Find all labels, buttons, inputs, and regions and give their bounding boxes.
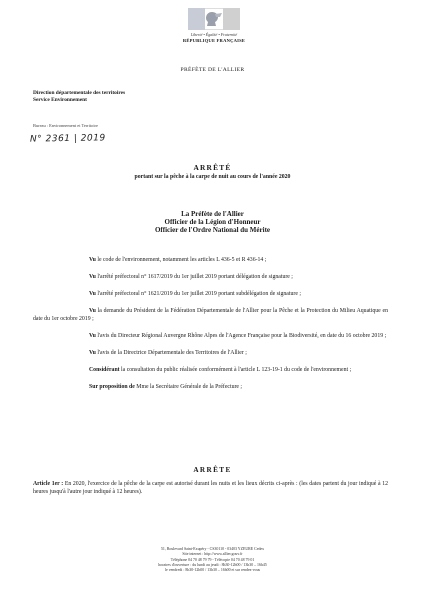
authority-line-3: Officier de l'Ordre National du Mérite xyxy=(154,226,271,235)
considerations-list xyxy=(33,257,388,401)
document-title xyxy=(0,163,425,180)
prefete-heading: PRÉFÈTE DE L'ALLIER xyxy=(180,67,245,73)
republique-text: RÉPUBLIQUE FRANÇAISE xyxy=(182,38,246,43)
footer-address: 51, Boulevard Saint-Exupéry - CS30110 - 03403 YZEURE Cedex xyxy=(160,547,265,551)
arrete-subtitle: portant sur la pêche à la carpe de nuit au cours de l'année 2020 xyxy=(134,174,291,180)
consideration-item: Considérant la consultation du public réalisée conformément à l'article L 123-19-1 du code de l'environnement ; xyxy=(89,366,352,373)
marianne-icon xyxy=(198,10,226,28)
footer-website: Site internet : http://www.allier.gouv.fr xyxy=(182,552,243,557)
article-label: Article 1er : xyxy=(33,481,64,487)
consideration-item: Vu l'avis de la Directrice Départementale des Territoires de l'Allier ; xyxy=(89,349,247,356)
motto-text: Liberté • Égalité • Fraternité xyxy=(190,32,238,37)
arrete-title: ARRÊTÉ xyxy=(193,163,232,172)
article-1 xyxy=(33,481,388,497)
arrete-decision-heading: ARRÊTE xyxy=(193,466,232,474)
authority-block xyxy=(0,210,425,235)
authority-line-2: Officier de la Légion d'Honneur xyxy=(164,218,261,227)
direction-name: Direction départementale des territoires xyxy=(33,90,126,96)
consideration-item: Sur proposition de Mme la Secrétaire Générale de la Préfecture ; xyxy=(89,383,243,390)
footer-contact xyxy=(0,547,425,573)
consideration-item: Vu le code de l'environnement, notamment les articles L 436-5 et R 436-14 ; xyxy=(89,257,267,263)
footer-phone: Téléphone 04 70 48 79 79 - Télécopie 04 70 48 79 01 xyxy=(170,557,255,562)
consideration-item: Vu l'arrêté préfectoral n° 1617/2019 du 1er juillet 2019 portant délégation de signature ; xyxy=(89,273,293,280)
service-name: Service Environnement xyxy=(33,97,87,103)
footer-hours-friday: le vendredi : 8h30-12h00 / 13h30 – 16h00 et sur rendez-vous xyxy=(164,568,261,573)
bureau-line: Bureau : Environnement et Territoire xyxy=(33,123,98,128)
consideration-item: Vu l'arrêté préfectoral n° 1621/2019 du 1er juillet 2019 portant subdélégation de signature ; xyxy=(89,290,301,297)
article-text: En 2020, l'exercice de la pêche de la carpe est autorisé durant les nuits et les lieux décrits ci-après : (les dates partent du jour indiqué à 12 heures jusqu'à l'autre jour indiqué à 12 heures). xyxy=(33,481,389,495)
footer-hours: horaires d'ouverture : du lundi au jeudi : 8h30-12h00 / 13h30 – 16h45 xyxy=(158,562,267,567)
service-block xyxy=(33,90,125,104)
tricolor-flag-icon xyxy=(188,8,240,30)
authority-line-1: La Préfète de l'Allier xyxy=(181,210,244,218)
handwritten-number: N° 2361 | 2019 xyxy=(29,133,106,145)
consideration-item: Vu l'avis du Directeur Régional Auvergne Rhône Alpes de l'Agence Française pour la Biodiversité, en date du 16 octobre 2019 ; xyxy=(89,332,387,339)
consideration-item: Vu la demande du Président de la Fédération Départementale de l'Allier pour la Pêche et la Protection du Milieu Aquatique en date du 1er octobre 2019 ; xyxy=(33,307,388,322)
republique-francaise-logo xyxy=(170,8,258,43)
